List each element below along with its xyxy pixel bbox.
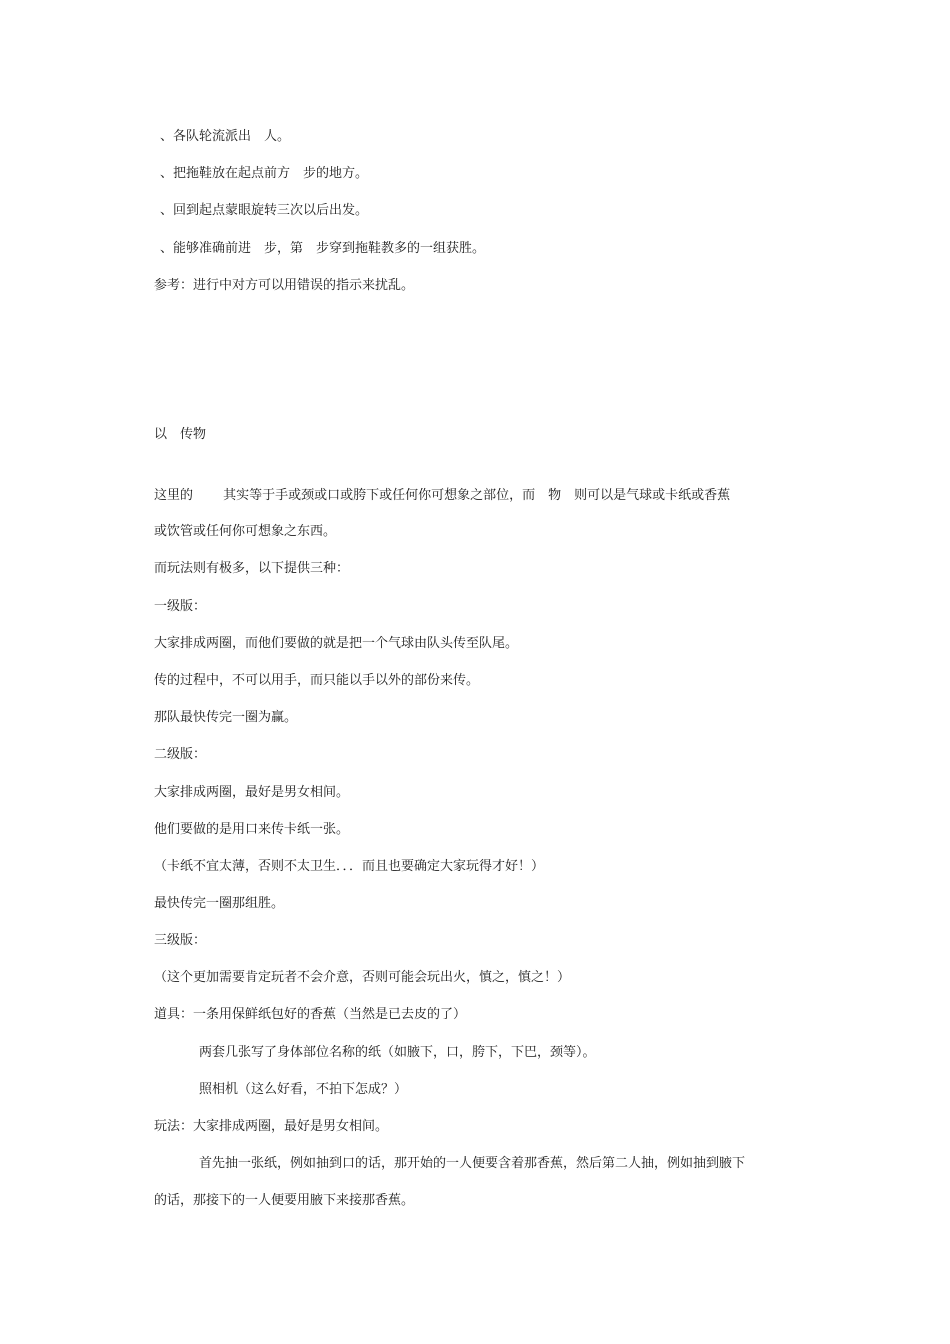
- list-item: 、把拖鞋放在起点前方 步的地方。: [160, 166, 369, 181]
- level1-line: 那队最快传完一圈为赢。: [154, 710, 298, 725]
- level2-line: 他们要做的是用口来传卡纸一张。: [154, 822, 350, 837]
- level1-heading: 一级版：: [154, 599, 207, 614]
- level3-heading: 三级版：: [154, 933, 207, 948]
- level3-warning: （这个更加需要肯定玩者不会介意，否则可能会玩出火，慎之，慎之！）: [154, 970, 571, 985]
- list-item: 、能够准确前进 步，第 步穿到拖鞋教多的一组获胜。: [160, 241, 486, 256]
- play-line: 玩法：大家排成两圈，最好是男女相间。: [154, 1119, 389, 1134]
- list-item: 、各队轮流派出 人。: [160, 129, 291, 144]
- props-indent-line: 照相机（这么好看，不拍下怎成？）: [199, 1082, 408, 1097]
- reference-note: 参考：进行中对方可以用错误的指示来扰乱。: [154, 278, 415, 293]
- ways-intro: 而玩法则有极多，以下提供三种：: [154, 561, 350, 576]
- props-line: 道具：一条用保鲜纸包好的香蕉（当然是已去皮的了）: [154, 1007, 467, 1022]
- intro-paragraph-line: 或饮管或任何你可想象之东西。: [154, 524, 337, 539]
- level1-line: 大家排成两圈，而他们要做的就是把一个气球由队头传至队尾。: [154, 636, 519, 651]
- play-line-continued: 的话，那接下的一人便要用腋下来接那香蕉。: [154, 1193, 415, 1208]
- level1-line: 传的过程中，不可以用手，而只能以手以外的部份来传。: [154, 673, 480, 688]
- play-indent-line: 首先抽一张纸，例如抽到口的话，那开始的一人便要含着那香蕉，然后第二人抽，例如抽到腋下: [199, 1156, 746, 1171]
- level2-line: 大家排成两圈，最好是男女相间。: [154, 785, 350, 800]
- section-title: 以 传物: [154, 427, 207, 442]
- level2-heading: 二级版：: [154, 747, 207, 762]
- level2-line: （卡纸不宜太薄，否则不太卫生．．．而且也要确定大家玩得才好！）: [154, 859, 545, 874]
- level2-line: 最快传完一圈那组胜。: [154, 896, 285, 911]
- list-item: 、回到起点蒙眼旋转三次以后出发。: [160, 203, 369, 218]
- intro-paragraph-line: 这里的 其实等于手或颈或口或胯下或任何你可想象之部位，而 物 则可以是气球或卡纸或香蕉: [154, 488, 731, 503]
- props-indent-line: 两套几张写了身体部位名称的纸（如腋下，口，胯下，下巴，颈等）。: [199, 1045, 596, 1060]
